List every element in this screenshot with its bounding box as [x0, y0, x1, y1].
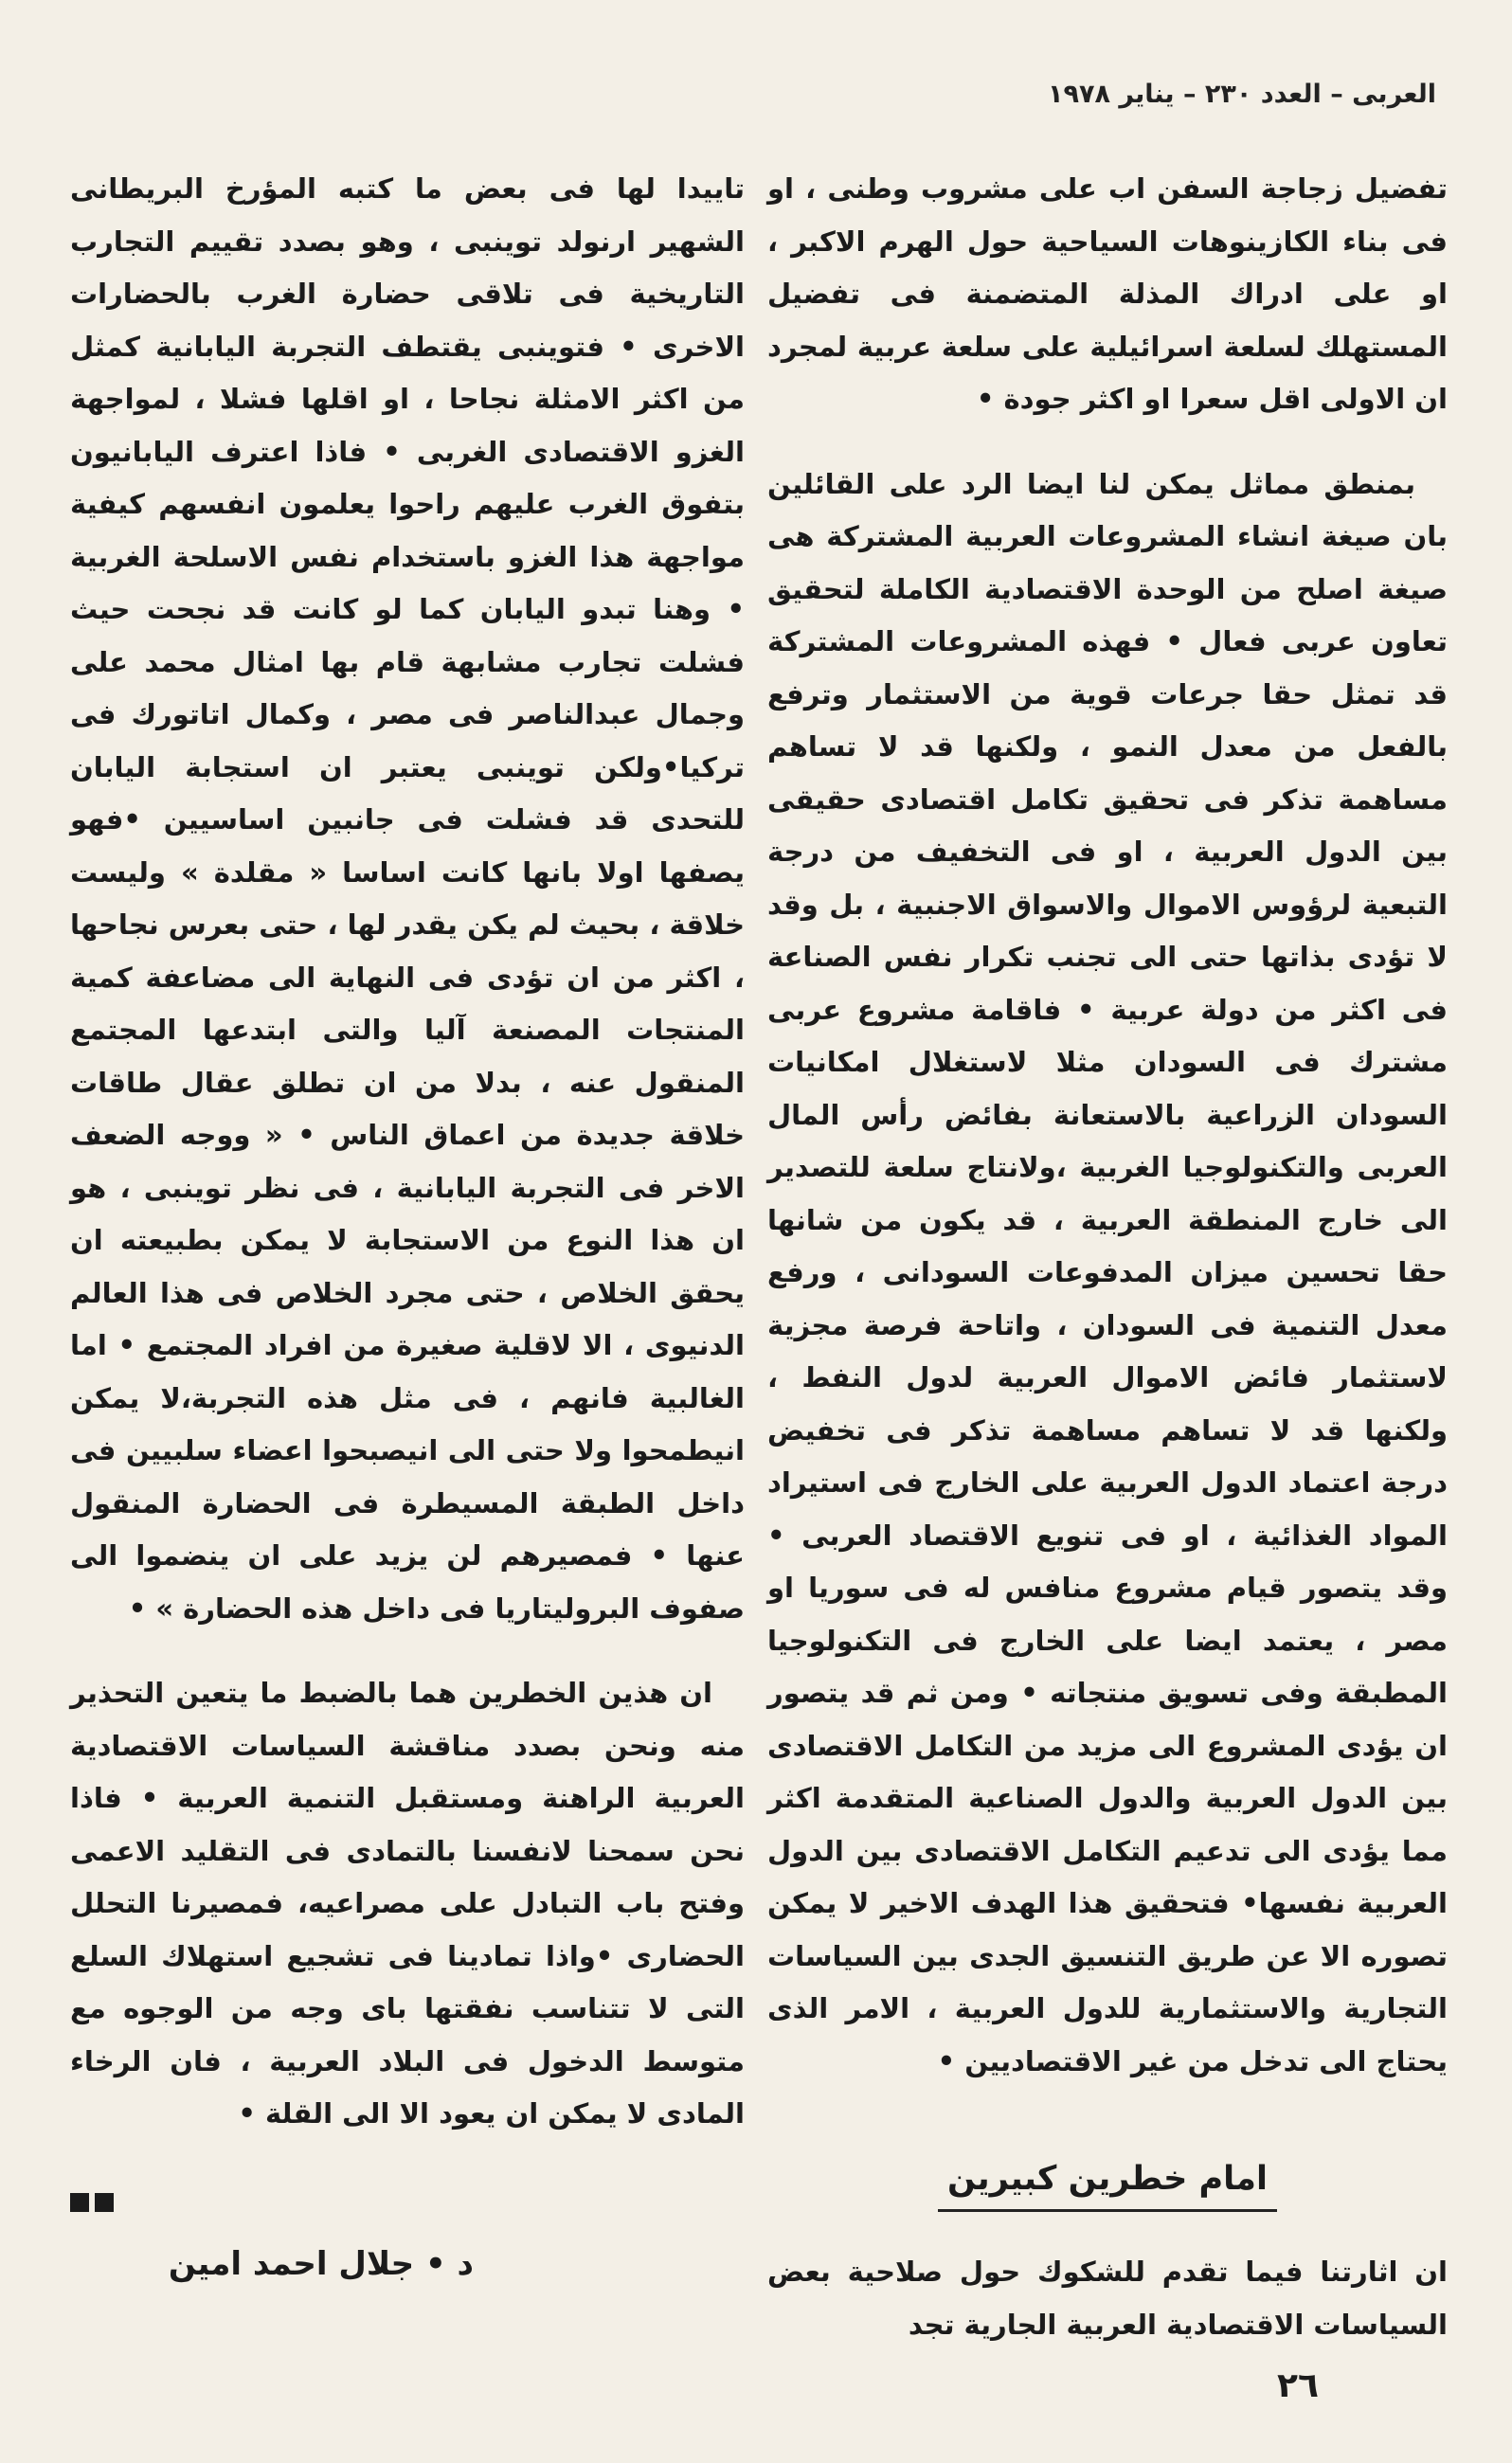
end-square-mark [70, 2193, 89, 2212]
body-paragraph: بمنطق مماثل يمكن لنا ايضا الرد على القائلين بان صيغة انشاء المشروعات العربية المشتركة هى صيغة اصلح من الوحدة الاقتصادية الكاملة لتحقيق تعاون عربى فعال • فهذه المشروعات المشتركة قد تمثل حقا جرعات قوية من الاستثمار وترفع بالفعل من معدل النمو ، ولكنها قد لا تساهم مساهمة تذكر فى تحقيق تكامل اقتصادى حقيقى بين الدول العربية ، او فى التخفيف من درجة التبعية لرؤوس الاموال والاسواق الاجنبية ، بل وقد لا تؤدى بذاتها حتى الى تجنب تكرار نفس الصناعة فى اكثر من دولة عربية • فاقامة مشروع عربى مشترك فى السودان مثلا لاستغلال امكانيات السودان الزراعية بالاستعانة بفائض رأس المال العربى والتكنولوجيا الغربية ،ولانتاج سلعة للتصدير الى خارج المنطقة العربية ، قد يكون من شانها حقا تحسين ميزان المدفوعات السودانى ، ورفع معدل التنمية فى السودان ، واتاحة فرصة مجزية لاستثمار فائض الاموال العربية لدول النفط ، ولكنها قد لا تساهم مساهمة تذكر فى تخفيض درجة اعتماد الدول العربية على الخارج فى استيراد المواد الغذائية ، او فى تنويع الاقتصاد العربى • وقد يتصور قيام مشروع منافس له فى سوريا او مصر ، يعتمد ايضا على الخارج فى التكنولوجيا المطبقة وفى تسويق منتجاته • ومن ثم قد يتصور ان يؤدى المشروع الى مزيد من التكامل الاقتصادى بين الدول العربية والدول الصناعية المتقدمة اكثر مما يؤدى الى تدعيم التكامل الاقتصادى بين الدول العربية نفسها• فتحقيق هذا الهدف الاخير لا يمكن تصوره الا عن طريق التنسيق الجدى بين السياسات التجارية والاستثمارية للدول العربية ، الامر الذى يحتاج الى تدخل من غير الاقتصاديين • [767, 467, 1448, 2077]
right-column [767, 163, 1448, 2351]
subheading: امام خطرين كبيرين [938, 2156, 1277, 2212]
body-paragraph: ان هذين الخطرين هما بالضبط ما يتعين التحذير منه ونحن بصدد مناقشة السياسات الاقتصادية العربية الراهنة ومستقبل التنمية العربية • فاذا نحن سمحنا لانفسنا بالتمادى فى التقليد الاعمى وفتح باب التبادل على مصراعيه، فمصيرنا التحلل الحضارى •واذا تمادينا فى تشجيع استهلاك السلع التى لا تتناسب نفقتها باى وجه من الوجوه مع متوسط الدخول فى البلاد العربية ، فان الرخاء المادى لا يمكن ان يعود الا الى القلة • [70, 1677, 745, 2130]
body-paragraph: تفضيل زجاجة السفن اب على مشروب وطنى ، او فى بناء الكازينوهات السياحية حول الهرم الاكبر ، او على ادراك المذلة المتضمنة فى تفضيل المستهلك لسلعة اسرائيلية على سلعة عربية لمجرد ان الاولى اقل سعرا او اكثر جودة • [767, 172, 1448, 415]
end-square-mark [95, 2193, 114, 2212]
body-paragraph: تاييدا لها فى بعض ما كتبه المؤرخ البريطانى الشهير ارنولد توينبى ، وهو بصدد تقييم التجارب التاريخية فى تلاقى حضارة الغرب بالحضارات الاخرى • فتوينبى يقتطف التجربة اليابانية كمثل من اكثر الامثلة نجاحا ، او اقلها فشلا ، لمواجهة الغزو الاقتصادى الغربى • فاذا اعترف اليابانيون بتفوق الغرب عليهم راحوا يعلمون انفسهم كيفية مواجهة هذا الغزو باستخدام نفس الاسلحة الغربية • وهنا تبدو اليابان كما لو كانت قد نجحت حيث فشلت تجارب مشابهة قام بها امثال محمد على وجمال عبدالناصر فى مصر ، وكمال اتاتورك فى تركيا•ولكن توينبى يعتبر ان استجابة اليابان للتحدى قد فشلت فى جانبين اساسيين •فهو يصفها اولا بانها كانت اساسا « مقلدة » وليست خلاقة ، بحيث لم يكن يقدر لها ، حتى بعرس نجاحها ، اكثر من ان تؤدى فى النهاية الى مضاعفة كمية المنتجات المصنعة آليا والتى ابتدعها المجتمع المنقول عنه ، بدلا من ان تطلق عقال طاقات خلاقة جديدة من اعماق الناس • « ووجه الضعف الاخر فى التجربة اليابانية ، فى نظر توينبى ، هو ان هذا النوع من الاستجابة لا يمكن بطبيعته ان يحقق الخلاص ، حتى مجرد الخلاص فى هذا العالم الدنيوى ، الا لاقلية صغيرة من افراد المجتمع • اما الغالبية فانهم ، فى مثل هذه التجربة،لا يمكن انيطمحوا ولا حتى الى انيصبحوا اعضاء سلبيين فى داخل الطبقة المسيطرة فى الحضارة المنقول عنها • فمصيرهم لن يزيد على ان ينضموا الى صفوف البروليتاريا فى داخل هذه الحضارة » • [70, 172, 745, 1625]
subheading-wrap [767, 2154, 1448, 2212]
running-header: العربى – العدد ٢٣٠ – يناير ١٩٧٨ [1048, 80, 1436, 109]
body-paragraph: ان اثارتنا فيما تقدم للشكوك حول صلاحية بعض السياسات الاقتصادية العربية الجارية تجد [767, 2256, 1448, 2341]
left-column [70, 163, 745, 2229]
end-of-article-marks [70, 2177, 745, 2230]
author-byline: د • جلال احمد امين [168, 2245, 474, 2283]
page-number: ٢٦ [1277, 2366, 1319, 2405]
